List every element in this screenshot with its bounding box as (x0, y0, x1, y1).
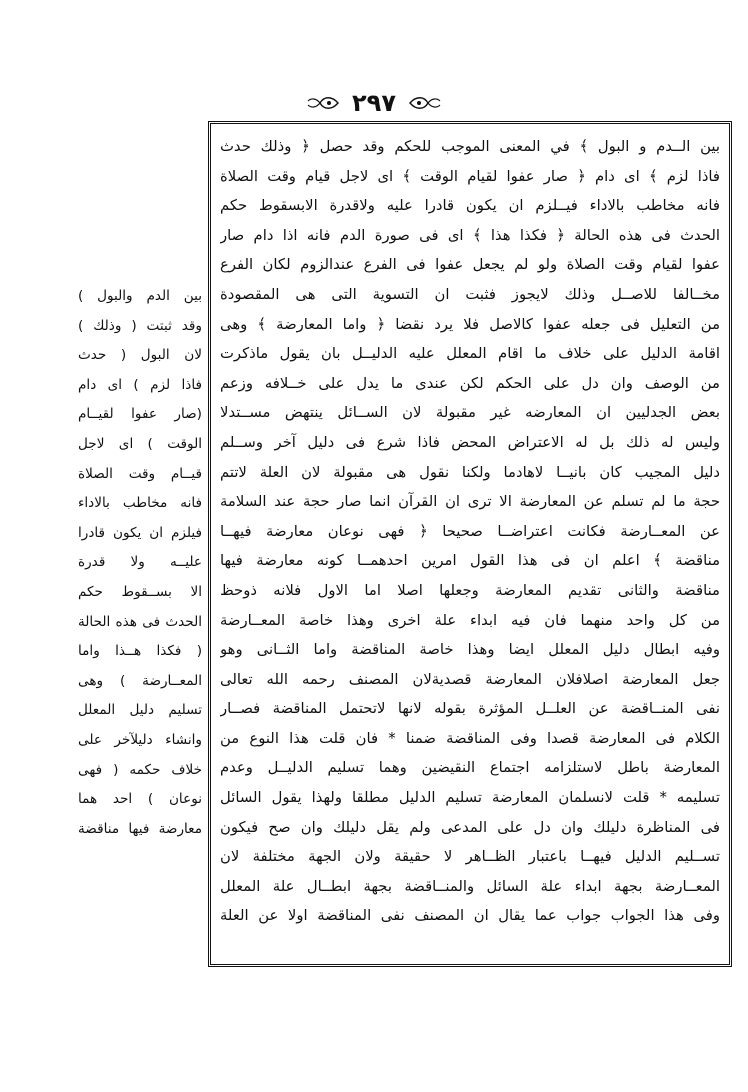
main-text-line: المعارضة باطل لاستلزامه اجتماع النقيضين وهما تسليم الدليــل وعدم (220, 759, 720, 777)
main-text-line: حجة ما لم تسلم عن المعارضة الا ترى ان القرآن انما صار حجة عند السلامة (220, 493, 720, 511)
margin-text-line: تسليم دليل المعلل (78, 702, 202, 719)
margin-text-line: وانشاء دليلآخر على (78, 731, 202, 748)
main-text-line: وفيه ابطال دليل المعلل ايضا وهذا خاصة المناقضة واما الثــانى وهو (220, 641, 720, 659)
main-text-line: بين الــدم و البول ﴾ في المعنى الموجب للحكم وقد حصل ﴿ وذلك حدث (220, 138, 720, 155)
main-text-line: الحدث فى هذه الحالة ﴿ فكذا هذا ﴾ اى فى صورة الدم فانه اذا دام صار (220, 226, 720, 244)
margin-text-line: معارضة فيها مناقضة (78, 820, 202, 837)
right-ornament-icon (408, 94, 442, 112)
margin-text-line: وقد ثبتت ( وذلك ) (78, 317, 202, 334)
main-text-line: بعض الجدليين ان المعارضه غير مقبولة لان الســائل ينتهض مســتدلا (220, 404, 720, 422)
margin-text-line: فاذا لزم ) اى دام (78, 376, 202, 393)
main-text-line: دليل المجيب كان بانيــا لاهادما ولكنا نقول هى مقبولة لان العلة لاتتم (220, 463, 720, 481)
page-number: ٢٩٧ (352, 89, 396, 117)
margin-text-line: المعــارضة ) وهى (78, 672, 202, 689)
margin-text-line: الحدث فى هذه الحالة (78, 613, 202, 630)
main-text-line: مناقضة ﴾ اعلم ان فى هذا القول امرين احدهمــا كونه معارضة فيها (220, 552, 720, 570)
main-text-line: من كل واحد منهما فان فيه ابداء علة اخرى وهذا خاصة المعــارضة (220, 611, 720, 629)
main-text-line: وليس له ذلك بل له الاعتراض المحض فاذا شرع فى دليل آخر وســلم (220, 433, 720, 451)
main-text-line: فاذا لزم ﴾ اى دام ﴿ صار عفوا لقيام الوقت ﴾ اى لاجل قيام وقت الصلاة (220, 167, 720, 185)
main-text-line: عن المعــارضة فكانت اعتراضــا صحيحا ﴿ فهى نوعان معارضة فيهــا (220, 522, 720, 540)
margin-text-line: قيــام وقت الصلاة (78, 465, 202, 482)
margin-text-line: الا بســقوط حكم (78, 583, 202, 600)
page-header (0, 88, 748, 118)
main-text-line: تسليمه * قلت لانسلمان المعارضة تسليم الدليل مطلقا ولهذا يقول السائل (220, 789, 720, 807)
margin-text-line: الوقت ) اى لاجل (78, 435, 202, 452)
margin-commentary-block (78, 282, 202, 844)
main-text-block (220, 132, 720, 931)
main-text-line: وفى هذا الجواب جواب عما يقال ان المصنف نفى المناقضة اولا عن العلة (220, 907, 720, 925)
main-text-line: تســليم الدليل فيهــا باعتبار الظــاهر لا حقيقة ولان الجهة مختلفة لان (220, 848, 720, 866)
main-text-line: المعــارضة بجهة ابداء علة السائل والمنــاقضة بجهة ابطــال علة المعلل (220, 877, 720, 895)
margin-text-line: فانه مخاطب بالاداء (78, 495, 202, 512)
margin-text-line: (صار عفوا لقيــام (78, 406, 202, 423)
left-ornament-icon (306, 94, 340, 112)
main-text-line: فانه مخاطب بالاداء فيــلزم ان يكون قادرا عليه ولاقدرة الابسقوط حكم (220, 197, 720, 215)
main-text-line: نفى المنــاقضة عن العلــل المؤثرة بقوله لانها لاتحتمل المناقضة فصــار (220, 700, 720, 718)
main-text-line: مخــالفا للاصــل وذلك لايجوز فثبت ان التسوية التى هى المقصودة (220, 285, 720, 303)
main-text-line: جعل المعارضة اصلافلان المعارضة قصديةلان المصنف رحمه الله تعالى (220, 670, 720, 688)
main-text-line: اقامة الدليل على خلاف ما اقام المعلل عليه الدليــل بان يقول ماذكرت (220, 345, 720, 363)
margin-text-line: بين الدم والبول ) (78, 288, 202, 304)
main-text-line: فى المناظرة دليلك وان دل على المدعى ولم يقل دليلك وان صح فيكون (220, 818, 720, 836)
margin-text-line: خلاف حكمه ( فهى (78, 761, 202, 778)
margin-text-line: نوعان ) احد هما (78, 791, 202, 808)
main-text-line: من التعليل فى جعله عفوا كالاصل فلا يرد نقضا ﴿ واما المعارضة ﴾ وهى (220, 315, 720, 333)
main-text-line: مناقضة والثانى تقديم المعارضة وجعلها اصلا اما الاول فلانه ذوحظ (220, 581, 720, 599)
main-text-line: عفوا لقيام وقت الصلاة ولو لم يجعل عفوا فى الفرع عندالزوم لكان الفرع (220, 256, 720, 274)
margin-text-line: عليــه ولا قدرة (78, 554, 202, 571)
main-text-line: من الوصف وان دل على الحكم لكن عندى ما يدل على خــلافه وزعم (220, 374, 720, 392)
margin-text-line: فيلزم ان يكون قادرا (78, 524, 202, 541)
main-text-line: الكلام فى المعارضة قصدا وفى المناقضة ضمنا * فان قلت هذا النوع من (220, 729, 720, 747)
margin-text-line: ( فكذا هــذا واما (78, 643, 202, 660)
margin-text-line: لان البول ( حدث (78, 347, 202, 364)
